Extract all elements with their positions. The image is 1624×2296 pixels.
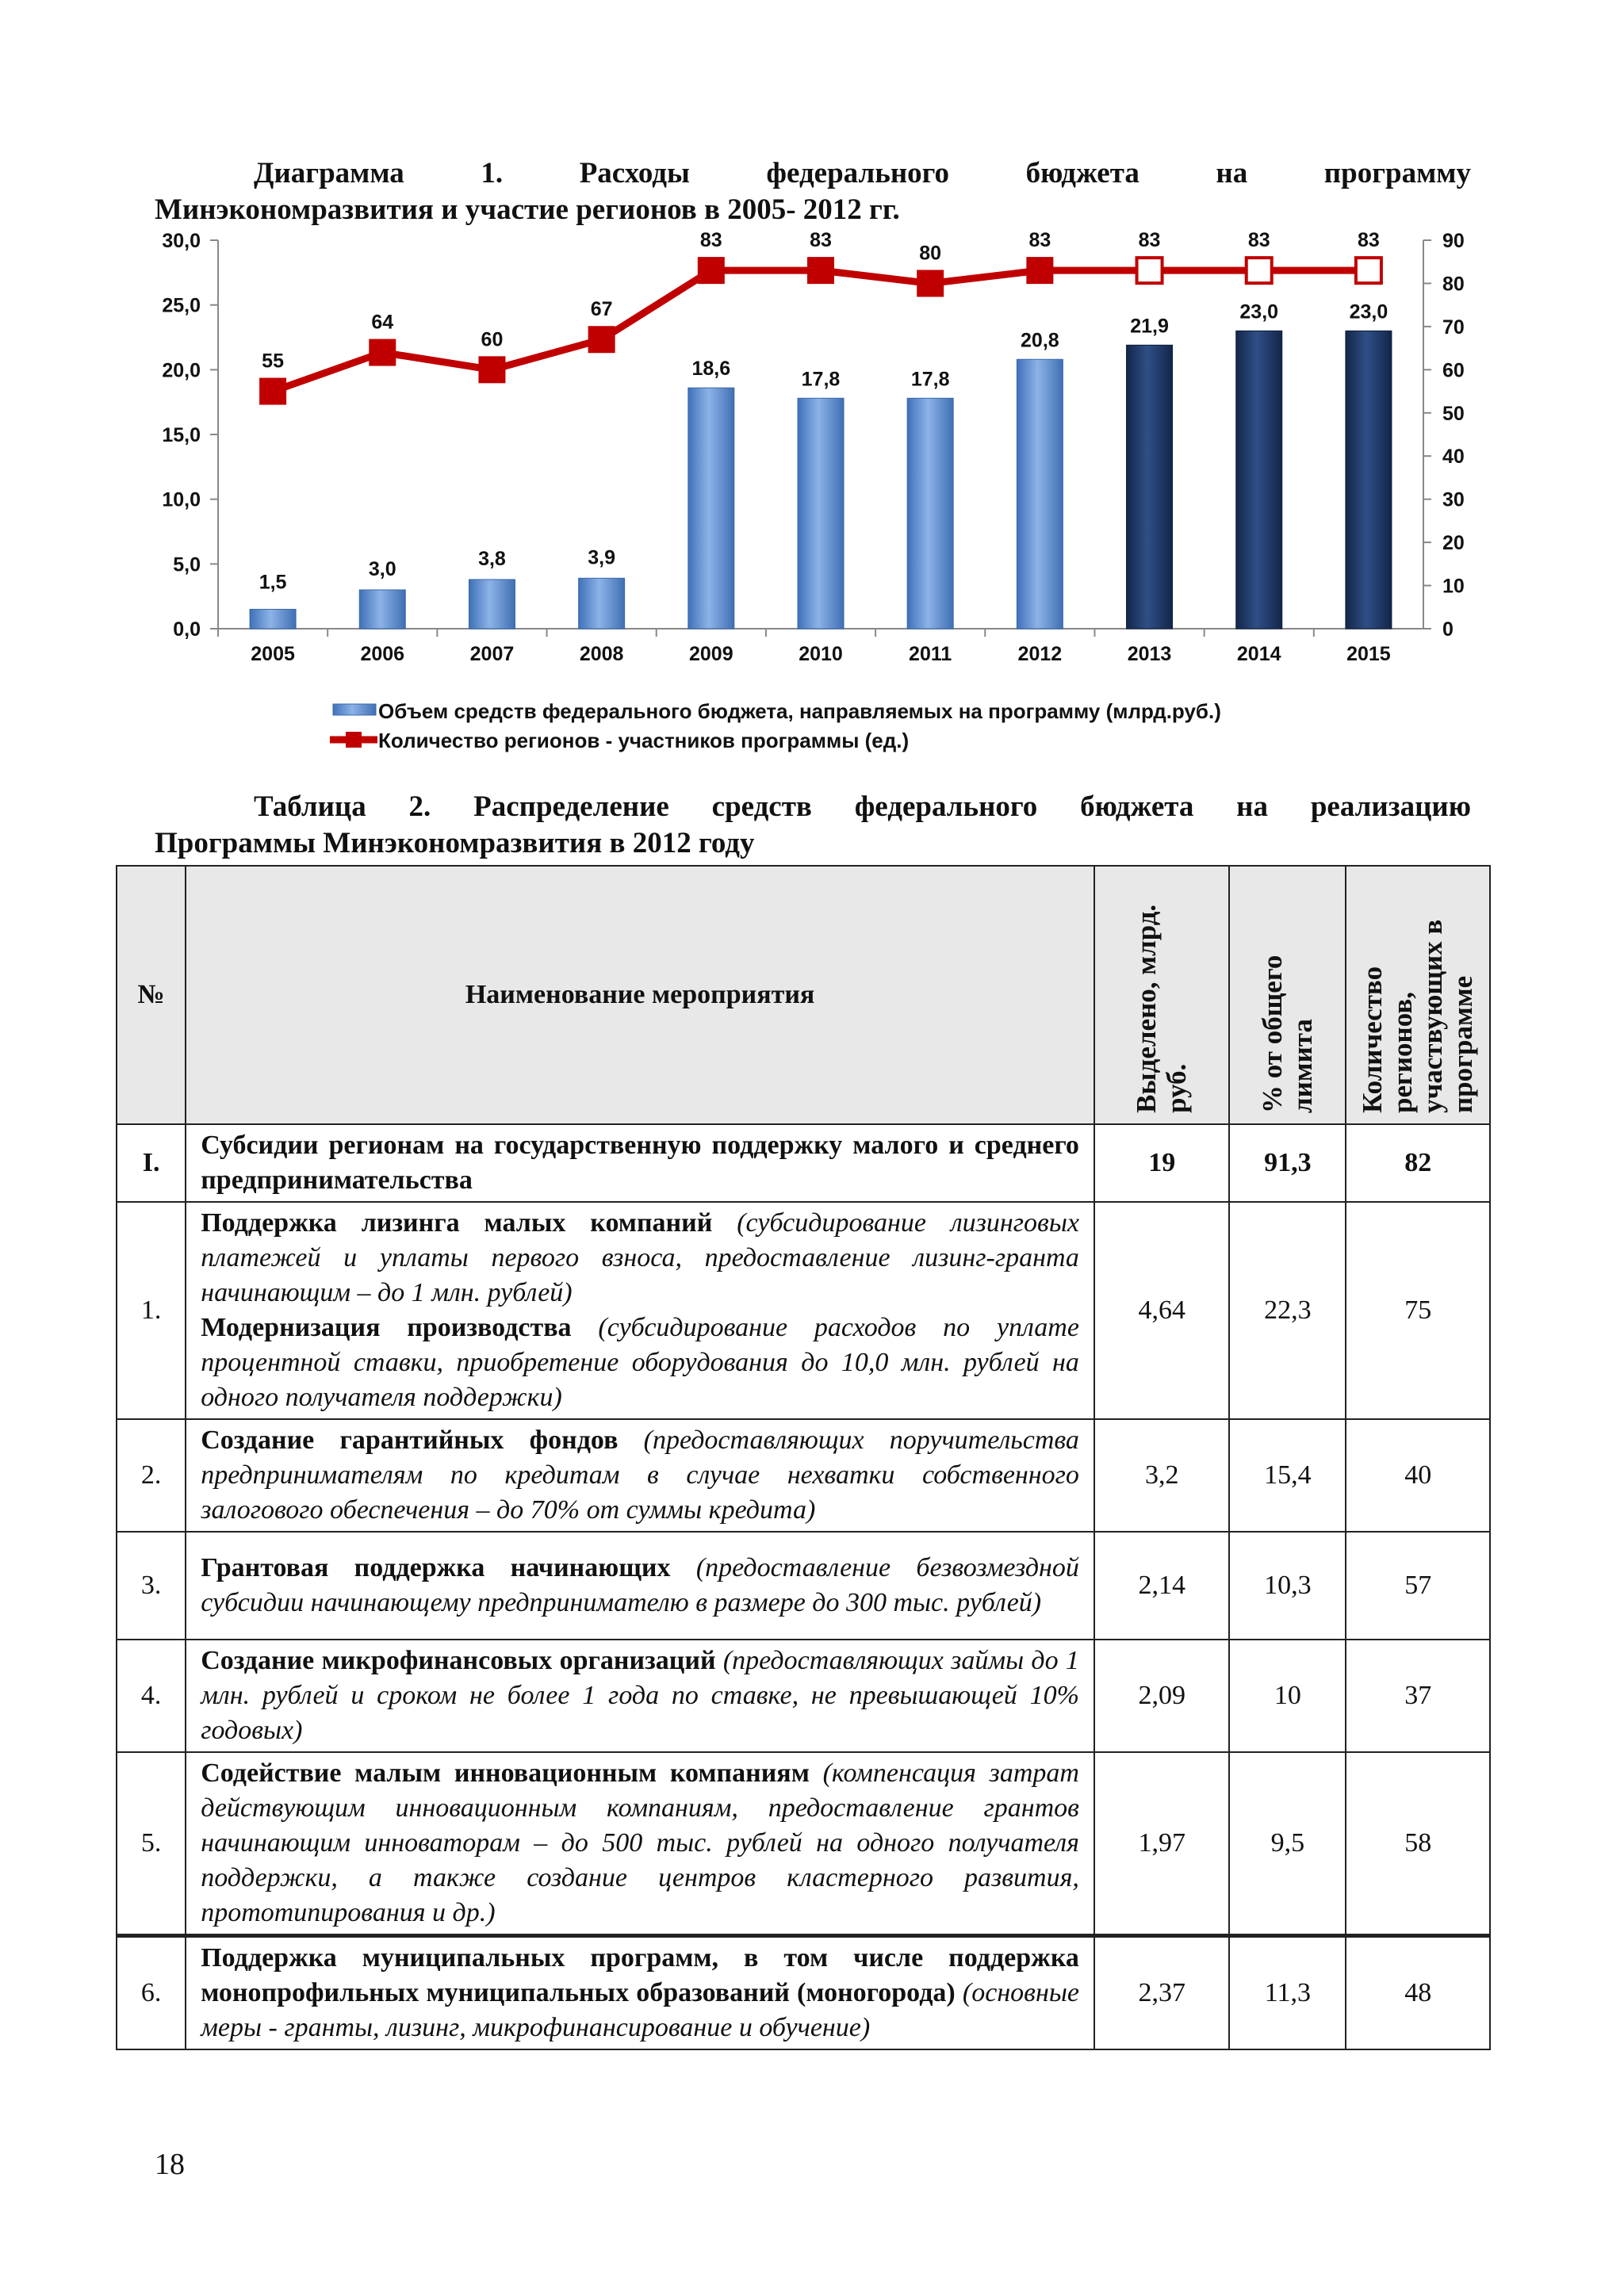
bar-value-label: 17,8	[801, 368, 841, 391]
line-value-label: 80	[919, 242, 942, 265]
activity-description	[201, 1551, 1079, 1621]
cell-num: 3.	[117, 1532, 186, 1640]
bar-value-label: 1,5	[259, 571, 287, 594]
activity-details: (компенсация затрат действующим инновационным компаниям, предоставление грантов начинающим инноваторам – до 500 тыс. рублей на одного получателя поддержки, а также создание центров кластерного развития, прототипирования и др.)	[201, 1758, 1079, 1927]
activity-description	[201, 1756, 1079, 1931]
left-tick-label: 0,0	[173, 618, 201, 641]
right-tick-label: 60	[1442, 359, 1465, 382]
activity-title: Создание микрофинансовых организаций	[201, 1646, 716, 1675]
x-tick-label: 2005	[251, 643, 295, 665]
cell-allocated: 4,64	[1094, 1202, 1230, 1419]
table-body	[117, 1124, 1490, 2049]
line-value-label: 64	[371, 311, 394, 334]
activity-description	[201, 1128, 1079, 1198]
activity-title: Поддержка муниципальных программ, в том числе поддержка монопрофильных муниципальных образований (моногорода)	[201, 1943, 1079, 2007]
table-row	[117, 1752, 1490, 1936]
cell-num: 4.	[117, 1640, 186, 1752]
line-value-label: 83	[1028, 229, 1051, 252]
activity-details: (субсидирование расходов по уплате процентной ставки, приобретение оборудования до 10,0 млн. рублей на одного получателя поддержки)	[201, 1313, 1079, 1412]
table-caption	[155, 789, 1471, 862]
activity-details: (предоставляющих займы до 1 млн. рублей и сроком не более 1 года по ставке, не превышающей 10% годовых)	[201, 1646, 1079, 1745]
bar-value-label: 21,9	[1130, 315, 1169, 338]
left-tick-label: 20,0	[162, 359, 201, 382]
line-marker	[589, 327, 615, 352]
cell-name	[186, 1640, 1094, 1752]
table-row	[117, 1532, 1490, 1640]
right-tick-label: 0	[1442, 618, 1454, 641]
x-tick-label: 2007	[469, 643, 515, 665]
cell-num: I.	[117, 1124, 186, 1202]
left-tick-label: 25,0	[162, 294, 201, 317]
x-tick-label: 2015	[1346, 643, 1391, 665]
cell-regions: 82	[1346, 1124, 1490, 1202]
bar-value-label: 3,0	[368, 558, 396, 580]
right-tick-label: 90	[1442, 230, 1465, 252]
cell-regions: 75	[1346, 1202, 1490, 1419]
right-tick-label: 20	[1442, 532, 1465, 555]
x-tick-label: 2012	[1017, 643, 1063, 665]
activity-title: Содействие малым инновационным компаниям	[201, 1758, 810, 1788]
activity-description	[201, 1941, 1079, 2045]
cell-allocated: 2,14	[1094, 1532, 1230, 1640]
x-tick-label: 2010	[799, 643, 843, 665]
bar	[469, 580, 515, 629]
left-tick-label: 30,0	[162, 230, 201, 252]
chart-caption-line1: Диаграмма 1. Расходы федерального бюджета на программу	[254, 157, 1471, 189]
x-tick-label: 2013	[1127, 643, 1172, 665]
table-caption-line1: Таблица 2. Распределение средств федерального бюджета на реализацию	[254, 790, 1471, 823]
cell-regions: 48	[1346, 1936, 1490, 2050]
bar	[250, 610, 296, 629]
cell-num: 6.	[117, 1936, 186, 2050]
cell-name	[186, 1419, 1094, 1532]
cell-percent: 10,3	[1229, 1532, 1346, 1640]
line-value-label: 83	[810, 229, 832, 252]
cell-percent: 9,5	[1229, 1752, 1346, 1936]
x-tick-label: 2014	[1236, 643, 1281, 665]
activity-description	[201, 1206, 1079, 1311]
bar-value-label: 23,0	[1239, 300, 1279, 323]
bar	[1017, 359, 1063, 629]
line-marker-forecast	[1137, 258, 1162, 283]
activity-title: Субсидии регионам на государственную поддержку малого и среднего предпринимательства	[201, 1131, 1079, 1195]
bar	[1346, 331, 1392, 629]
cell-allocated: 1,97	[1094, 1752, 1230, 1936]
bar	[359, 590, 405, 629]
legend-line-marker	[346, 732, 362, 748]
cell-percent: 91,3	[1229, 1124, 1346, 1202]
line-value-label: 55	[262, 350, 284, 373]
cell-num: 1.	[117, 1202, 186, 1419]
table-header-row	[117, 866, 1490, 1124]
line-marker	[370, 340, 395, 365]
cell-name	[186, 1936, 1094, 2050]
line-value-label: 67	[590, 298, 613, 321]
line-value-label: 83	[1138, 229, 1161, 252]
cell-percent: 15,4	[1229, 1419, 1346, 1532]
left-tick-label: 5,0	[173, 553, 201, 576]
activity-description	[201, 1311, 1079, 1415]
activity-details: (основные меры - гранты, лизинг, микрофинансирование и обучение)	[201, 1978, 1079, 2042]
chart-caption-line2: Минэкономразвития и участие регионов в 2005- 2012 гг.	[155, 193, 900, 226]
header-allocated	[1094, 866, 1230, 1124]
cell-num: 2.	[117, 1419, 186, 1532]
cell-name	[186, 1124, 1094, 1202]
bar	[579, 578, 625, 629]
activity-title: Создание гарантийных фондов	[201, 1425, 619, 1455]
activity-details: (субсидирование лизинговых платежей и уплаты первого взноса, предоставление лизинг-гранта начинающим – до 1 млн. рублей)	[201, 1208, 1079, 1307]
line-marker	[1027, 258, 1052, 283]
cell-name	[186, 1202, 1094, 1419]
right-tick-label: 30	[1442, 488, 1465, 511]
line-value-label: 83	[699, 229, 722, 252]
legend-line-label: Количество регионов - участников программы (ед.)	[378, 729, 910, 752]
header-percent-text: % от общего лимита	[1256, 955, 1318, 1113]
page-number: 18	[155, 2148, 185, 2181]
cell-percent: 11,3	[1229, 1936, 1346, 2050]
x-tick-label: 2011	[909, 643, 952, 665]
bar-value-label: 3,9	[588, 546, 616, 569]
header-regions	[1346, 866, 1490, 1124]
table-row	[117, 1419, 1490, 1532]
header-percent	[1229, 866, 1346, 1124]
activity-description	[201, 1423, 1079, 1528]
header-num: №	[117, 866, 186, 1124]
x-tick-label: 2009	[689, 643, 733, 665]
activity-title: Поддержка лизинга малых компаний	[201, 1208, 713, 1238]
bar-value-label: 20,8	[1021, 329, 1059, 352]
cell-allocated: 2,09	[1094, 1640, 1230, 1752]
table-row	[117, 1936, 1490, 2050]
cell-percent: 10	[1229, 1640, 1346, 1752]
x-tick-label: 2006	[360, 643, 405, 665]
cell-regions: 58	[1346, 1752, 1490, 1936]
table-row	[117, 1124, 1490, 1202]
line-marker-forecast	[1356, 258, 1381, 283]
activity-title: Грантовая поддержка начинающих	[201, 1553, 671, 1582]
activity-details: (предоставляющих поручительства предпринимателям по кредитам в случае нехватки собственного залогового обеспечения – до 70% от суммы кредита)	[201, 1425, 1079, 1525]
right-tick-label: 50	[1442, 402, 1465, 425]
legend-bar-swatch	[333, 704, 376, 715]
right-tick-label: 70	[1442, 316, 1465, 339]
activity-description	[201, 1644, 1079, 1748]
bar-value-label: 17,8	[910, 368, 950, 391]
header-regions-text: Количество регионов, участвующих в программе	[1357, 919, 1479, 1113]
bar-series	[250, 300, 1392, 629]
bar-value-label: 18,6	[691, 358, 731, 381]
cell-num: 5.	[117, 1752, 186, 1936]
cell-percent: 22,3	[1229, 1202, 1346, 1419]
bar-value-label: 3,8	[478, 547, 506, 570]
cell-regions: 40	[1346, 1419, 1490, 1532]
line-marker-forecast	[1247, 258, 1272, 283]
line-marker	[260, 379, 285, 404]
cell-regions: 37	[1346, 1640, 1490, 1752]
bar	[798, 398, 844, 629]
combo-chart	[0, 0, 1624, 761]
table-row	[117, 1640, 1490, 1752]
activity-title: Модернизация производства	[201, 1313, 572, 1342]
header-name: Наименование мероприятия	[186, 866, 1094, 1124]
table-row	[117, 1202, 1490, 1419]
bar	[688, 388, 734, 629]
header-allocated-text: Выделено, млрд. руб.	[1131, 904, 1193, 1113]
bar	[1127, 345, 1173, 629]
line-value-label: 60	[481, 328, 504, 351]
cell-name	[186, 1752, 1094, 1936]
cell-regions: 57	[1346, 1532, 1490, 1640]
right-tick-label: 80	[1442, 273, 1465, 296]
bar	[1236, 331, 1282, 629]
right-tick-label: 10	[1442, 575, 1465, 598]
line-marker	[808, 258, 833, 283]
cell-name	[186, 1532, 1094, 1640]
line-marker	[699, 258, 724, 283]
left-tick-label: 15,0	[162, 424, 201, 446]
left-tick-label: 10,0	[162, 488, 201, 511]
line-marker	[479, 357, 504, 382]
allocation-table	[116, 865, 1491, 2050]
bar	[907, 398, 953, 629]
table-caption-line2: Программы Минэкономразвития в 2012 году	[155, 827, 755, 859]
right-tick-label: 40	[1442, 446, 1465, 469]
line-marker	[917, 270, 943, 296]
bar-value-label: 23,0	[1349, 300, 1388, 323]
activity-details: (предоставление безвозмездной субсидии начинающему предпринимателю в размере до 300 тыс. рублей)	[201, 1553, 1079, 1617]
cell-allocated: 2,37	[1094, 1936, 1230, 2050]
legend-bar-label: Объем средств федерального бюджета, направляемых на программу (млрд.руб.)	[378, 699, 1221, 723]
x-tick-label: 2008	[579, 643, 624, 665]
cell-allocated: 3,2	[1094, 1419, 1230, 1532]
cell-allocated: 19	[1094, 1124, 1230, 1202]
chart-legend	[330, 699, 1221, 752]
line-value-label: 83	[1247, 229, 1270, 252]
line-value-label: 83	[1358, 229, 1380, 252]
